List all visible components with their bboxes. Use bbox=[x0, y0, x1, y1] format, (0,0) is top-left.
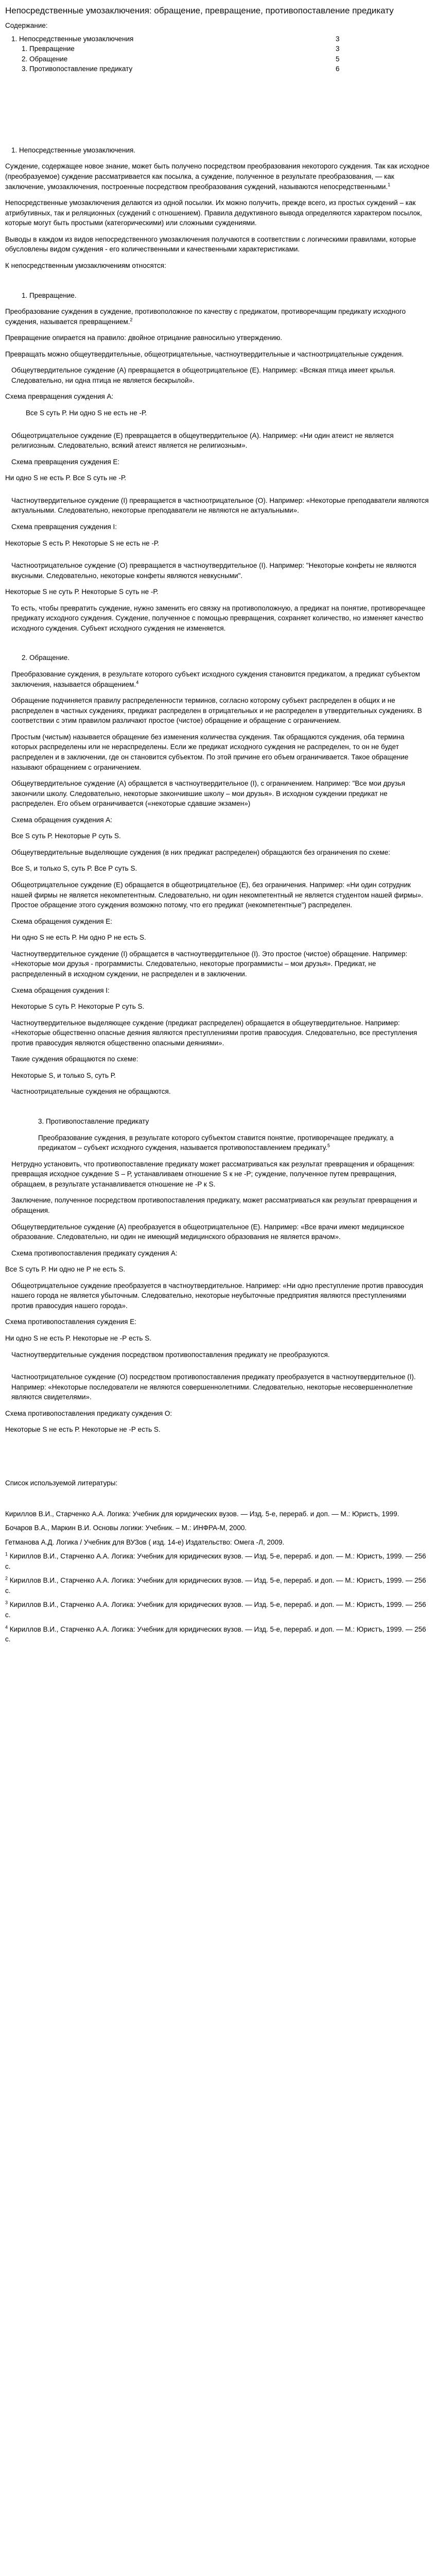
schema: Некоторые S, и только S, суть Р. bbox=[11, 1071, 116, 1079]
schema-heading: Схема противопоставления предикату суждения А: bbox=[11, 1249, 178, 1257]
toc-item[interactable] bbox=[5, 64, 430, 74]
paragraph: Частноутвердительное выделяющее суждение (предикат распределен) обращается в общеутвердительное. Например: «Некоторые общественно опасные деяния являются преступлениями против правосудия. Следовательно, все преступления против правосудия являются общественно опасными деяниями». bbox=[11, 1019, 417, 1047]
section-heading-conversion: 2. Обращение. bbox=[22, 654, 69, 662]
paragraph: То есть, чтобы превратить суждение, нужно заменить его связку на противоположную, а предикат на понятие, противоречащее предикату исходного суждения. Суждение, полученное с помощью превращения, сохраняет количество, но изменяет качество исходного суждения. Субъект исходного суждения не изменяется. bbox=[11, 604, 426, 632]
schema-heading: Схема обращения суждения А: bbox=[11, 816, 113, 824]
schema: Некоторые S не суть Р. Некоторые S суть не -Р. bbox=[5, 588, 159, 596]
schema-heading: Схема обращения суждения Е: bbox=[11, 917, 113, 925]
schema-heading: Схема противопоставления предикату суждения О: bbox=[5, 1409, 172, 1417]
paragraph: Частноотрицательное суждение (О) посредством противопоставления предикату преобразуется в частноутвердительное (I). Например: «Некоторые последователи не являются совершеннолетними. Следовательно, некоторые несовершеннолетние являются свидетелями». bbox=[11, 1373, 416, 1401]
footnote-ref[interactable]: 1 bbox=[388, 182, 391, 188]
bibliography-item: Гетманова А.Д. Логика / Учебник для ВУЗов ( изд. 14-е) Издательство: Омега -Л, 2009. bbox=[5, 1538, 285, 1546]
paragraph: К непосредственным умозаключениям относятся: bbox=[5, 261, 166, 269]
footnote-ref[interactable]: 2 bbox=[130, 317, 133, 323]
paragraph: Нетрудно установить, что противопоставление предикату может рассматриваться как результат превращения и обращения: превращая исходное суждение S – Р, устанавливаем отношение S к не -P; суждение, полученное путем превращения, обращаем, в результате устанавливается отношение не -P к S. bbox=[11, 1160, 415, 1188]
toc-item-label: 1. Непосредственные умозаключения bbox=[11, 35, 134, 43]
paragraph: Частноутвердительные суждения посредством противопоставления предикату не преобразуются. bbox=[11, 1350, 330, 1359]
paragraph: Частноотрицательное суждение (О) превращается в частноутвердительное (I). Например: "Некоторые конфеты не являются вкусными. Следовательно, некоторые конфеты являются невкусными". bbox=[11, 562, 416, 580]
toc-item[interactable] bbox=[5, 34, 430, 44]
schema: Все S суть Р. Некоторые Р суть S. bbox=[11, 832, 121, 840]
footnote-item: $^2$ Кириллов В.И., Старченко А.А. Логика: Учебник для юридических вузов. — Изд. 5-е, перераб. и доп. — М.: Юристъ, 1999. — 256 с. bbox=[5, 1575, 426, 1595]
paragraph: Превращение опирается на правило: двойное отрицание равносильно утверждению. bbox=[5, 334, 283, 342]
schema-heading: Схема обращения суждения I: bbox=[11, 986, 110, 994]
toc-item[interactable] bbox=[5, 44, 430, 54]
schema-heading: Схема превращения суждения А: bbox=[5, 393, 114, 401]
paragraph: Общеутвердительные выделяющие суждения (в них предикат распределен) обращаются без ограничения по схеме: bbox=[11, 848, 391, 856]
toc-item-page: 6 bbox=[336, 65, 340, 73]
bibliography-item: Бочаров В.А., Маркин В.И. Основы логики: Учебник. – М.: ИНФРА-М, 2000. bbox=[5, 1524, 247, 1532]
schema: Все S, и только S, суть Р. Все Р суть S. bbox=[11, 865, 137, 873]
bibliography-heading: Список используемой литературы: bbox=[5, 1479, 118, 1487]
footnote-number: 4 bbox=[5, 1624, 8, 1630]
paragraph: Частноутвердительное суждение (I) обращается в частноутвердительное (I). Это простое (чистое) обращение. Например: «Некоторые мои друзья - программисты. Следовательно, некоторые программисты – мои друзья». Предикат, не распределенный в исходном суждении, не распределен и в заключении. bbox=[11, 950, 408, 978]
schema: Все S суть Р. Ни одно S не есть не -Р. bbox=[26, 409, 147, 417]
paragraph: Преобразование суждения, в результате которого субъект исходного суждения становится предикатом, а предикат субъектом заключения, называется обращением.$^4$ bbox=[11, 670, 420, 688]
paragraph: Частноотрицательные суждения не обращаются. bbox=[11, 1088, 171, 1096]
schema: Некоторые S не есть Р. Некоторые не -Р есть S. bbox=[5, 1426, 161, 1434]
toc-item-label: 2. Обращение bbox=[22, 55, 68, 63]
paragraph: Обращение подчиняется правилу распределенности терминов, согласно которому субъект распределен в общих и не распределен в частных суждениях, предикат распределен в отрицательных и не распределен в утвердительных суждениях. В соответствии с этим правилом различают простое (чистое) обращение и обращение с ограничением. bbox=[11, 697, 422, 725]
paragraph: Такие суждения обращаются по схеме: bbox=[11, 1055, 138, 1063]
toc-heading: Содержание: bbox=[5, 22, 48, 30]
schema: Некоторые S суть Р. Некоторые Р суть S. bbox=[11, 1003, 145, 1011]
table-of-contents bbox=[5, 34, 430, 74]
paragraph: Общеутвердительное суждение (А) превращается в общеотрицательное (Е). Например: «Всякая птица имеет крылья. Следовательно, ни одна птица не является бескрылой». bbox=[11, 366, 395, 384]
paragraph: Общеутвердительное суждение (А) обращается в частноутвердительное (I), с ограничением. Например: "Все мои друзья закончили школу. Следовательно, некоторые закончившие школу – мои друзья». В исходном суждении предикат не распределен. Его объем ограничивается («некоторые сдавшие экзамен») bbox=[11, 779, 406, 808]
paragraph: Общеотрицательное суждение (Е) превращается в общеутвердительное (А). Например: «Ни один атеист не является религиозным. Следовательно, всякий атеист является не религиозным». bbox=[11, 431, 394, 450]
paragraph: Превращать можно общеутвердительные, общеотрицательные, частноутвердительные и частноотрицательные суждения. bbox=[5, 350, 404, 358]
schema: Все S суть Р. Ни одно не Р не есть S. bbox=[5, 1265, 126, 1274]
schema-heading: Схема превращения суждения Е: bbox=[11, 457, 120, 466]
section-heading-immediate-inferences: 1. Непосредственные умозаключения. bbox=[11, 146, 136, 154]
schema: Ни одно S не есть Р. Все S суть не -Р. bbox=[5, 474, 127, 482]
toc-item-page: 3 bbox=[336, 35, 340, 43]
toc-item-label: 1. Превращение bbox=[22, 45, 75, 53]
toc-item[interactable] bbox=[5, 54, 430, 64]
paragraph: Выводы в каждом из видов непосредственного умозаключения получаются в соответствии с логическими правилами, которые обусловлены видом суждения - его количественными и качественными характеристиками. bbox=[5, 235, 416, 253]
toc-item-label: 3. Противопоставление предикату bbox=[22, 65, 133, 73]
bibliography bbox=[5, 1509, 430, 1645]
paragraph: Общеутвердительное суждение (А) преобразуется в общеотрицательное (Е). Например: «Все врачи имеют медицинское образование. Следовательно, ни один не имеющий медицинского образования не является врачом». bbox=[11, 1223, 405, 1241]
footnote-item: $^3$ Кириллов В.И., Старченко А.А. Логика: Учебник для юридических вузов. — Изд. 5-е, перераб. и доп. — М.: Юристъ, 1999. — 256 с. bbox=[5, 1600, 426, 1619]
schema-heading: Схема превращения суждения I: bbox=[11, 522, 117, 531]
footnote-number: 2 bbox=[5, 1575, 8, 1581]
schema: Некоторые S есть Р. Некоторые S не есть не -Р. bbox=[5, 539, 160, 547]
footnote-item: $^4$ Кириллов В.И., Старченко А.А. Логика: Учебник для юридических вузов. — Изд. 5-е, перераб. и доп. — М.: Юристъ, 1999. — 256 с. bbox=[5, 1624, 426, 1643]
toc-item-page: 5 bbox=[336, 55, 340, 63]
paragraph: Преобразование суждения в суждение, противоположное по качеству с предикатом, противоречащим предикату исходного суждения, называется превращением.$^2$ bbox=[5, 308, 406, 326]
toc-item-page: 3 bbox=[336, 45, 340, 53]
section-heading-obversion: 1. Превращение. bbox=[22, 291, 77, 299]
section-heading-contraposition: 3. Противопоставление предикату bbox=[38, 1117, 149, 1126]
schema-heading: Схема противопоставления суждения Е: bbox=[5, 1318, 136, 1326]
paragraph: Простым (чистым) называется обращение без изменения количества суждения. Так обращаются суждения, оба термина которых распределены или не нераспределены. Если же предикат исходного суждения не распределен, то он не будет распределен и в заключении, где он становится субъектом. По этой причине его объем ограничивается. Такое обращение называют обращением с ограничением. bbox=[11, 733, 409, 771]
paragraph: Общеотрицательное суждение преобразуется в частноутвердительное. Например: «Ни одно преступление против правосудия нашего города не является убыточным. Следовательно, некоторые неубыточные предприятия являются преступлениями против правосудия нашего города». bbox=[11, 1281, 424, 1310]
paragraph: Общеотрицательное суждение (E) обращается в общеотрицательное (E), без ограничения. Например: «Ни один сотрудник нашей фирмы не является некомпетентным. Следовательно, ни один некомпетентный не является студентом нашей фирмы». Простое обращение этого суждения возможно потому, что его предикат (некомпетентные") распределен. bbox=[11, 881, 423, 909]
paragraph: Преобразование суждения, в результате которого субъектом ставится понятие, противоречащее предикату, а предикатом – субъект исходного суждения, называется противопоставлением предикату.$^5$ bbox=[38, 1133, 394, 1152]
paragraph: Частноутвердительное суждение (I) превращается в частноотрицательное (О). Например: «Некоторые преподаватели являются актуальными. Следовательно, некоторые преподаватели не являются не актуальными». bbox=[11, 496, 429, 515]
footnote-item: $^1$ Кириллов В.И., Старченко А.А. Логика: Учебник для юридических вузов. — Изд. 5-е, перераб. и доп. — М.: Юристъ, 1999. — 256 с. bbox=[5, 1551, 426, 1570]
paragraph: Заключение, полученное посредством противопоставления предикату, может рассматриваться как результат превращения и обращения. bbox=[11, 1196, 417, 1214]
paragraph: Суждение, содержащее новое знание, может быть получено посредством преобразования некоторого суждения. Так как исходное (преобразуемое) суждение рассматривается как посылка, а суждение, полученное в результате преобразования, — как заключение, умозаключения, построенные посредством преобразования суждений, называются непосредственными.$^1$ bbox=[5, 162, 430, 191]
schema: Ни одно S не есть Р. Некоторые не -Р есть S. bbox=[5, 1334, 151, 1343]
bibliography-item: Кириллов В.И., Старченко А.А. Логика: Учебник для юридических вузов. — Изд. 5-е, перераб. и доп. — М.: Юристъ, 1999. bbox=[5, 1510, 399, 1518]
paragraph: Непосредственные умозаключения делаются из одной посылки. Их можно получить, прежде всего, из простых суждений – как атрибутивных, так и реляционных (суждений с отношением). Правила дедуктивного вывода определяются характером посылок, которые могут быть простыми (категорическими) или сложными суждениями. bbox=[5, 199, 422, 227]
footnote-ref[interactable]: 4 bbox=[136, 680, 139, 685]
footnote-number: 3 bbox=[5, 1600, 8, 1605]
footnote-ref[interactable]: 5 bbox=[327, 1143, 330, 1148]
page-title: Непосредственные умозаключения: обращение, превращение, противопоставление предикату bbox=[5, 6, 394, 15]
schema: Ни одно S не есть Р. Ни одно Р не есть S. bbox=[11, 934, 146, 942]
footnote-number: 1 bbox=[5, 1551, 8, 1557]
